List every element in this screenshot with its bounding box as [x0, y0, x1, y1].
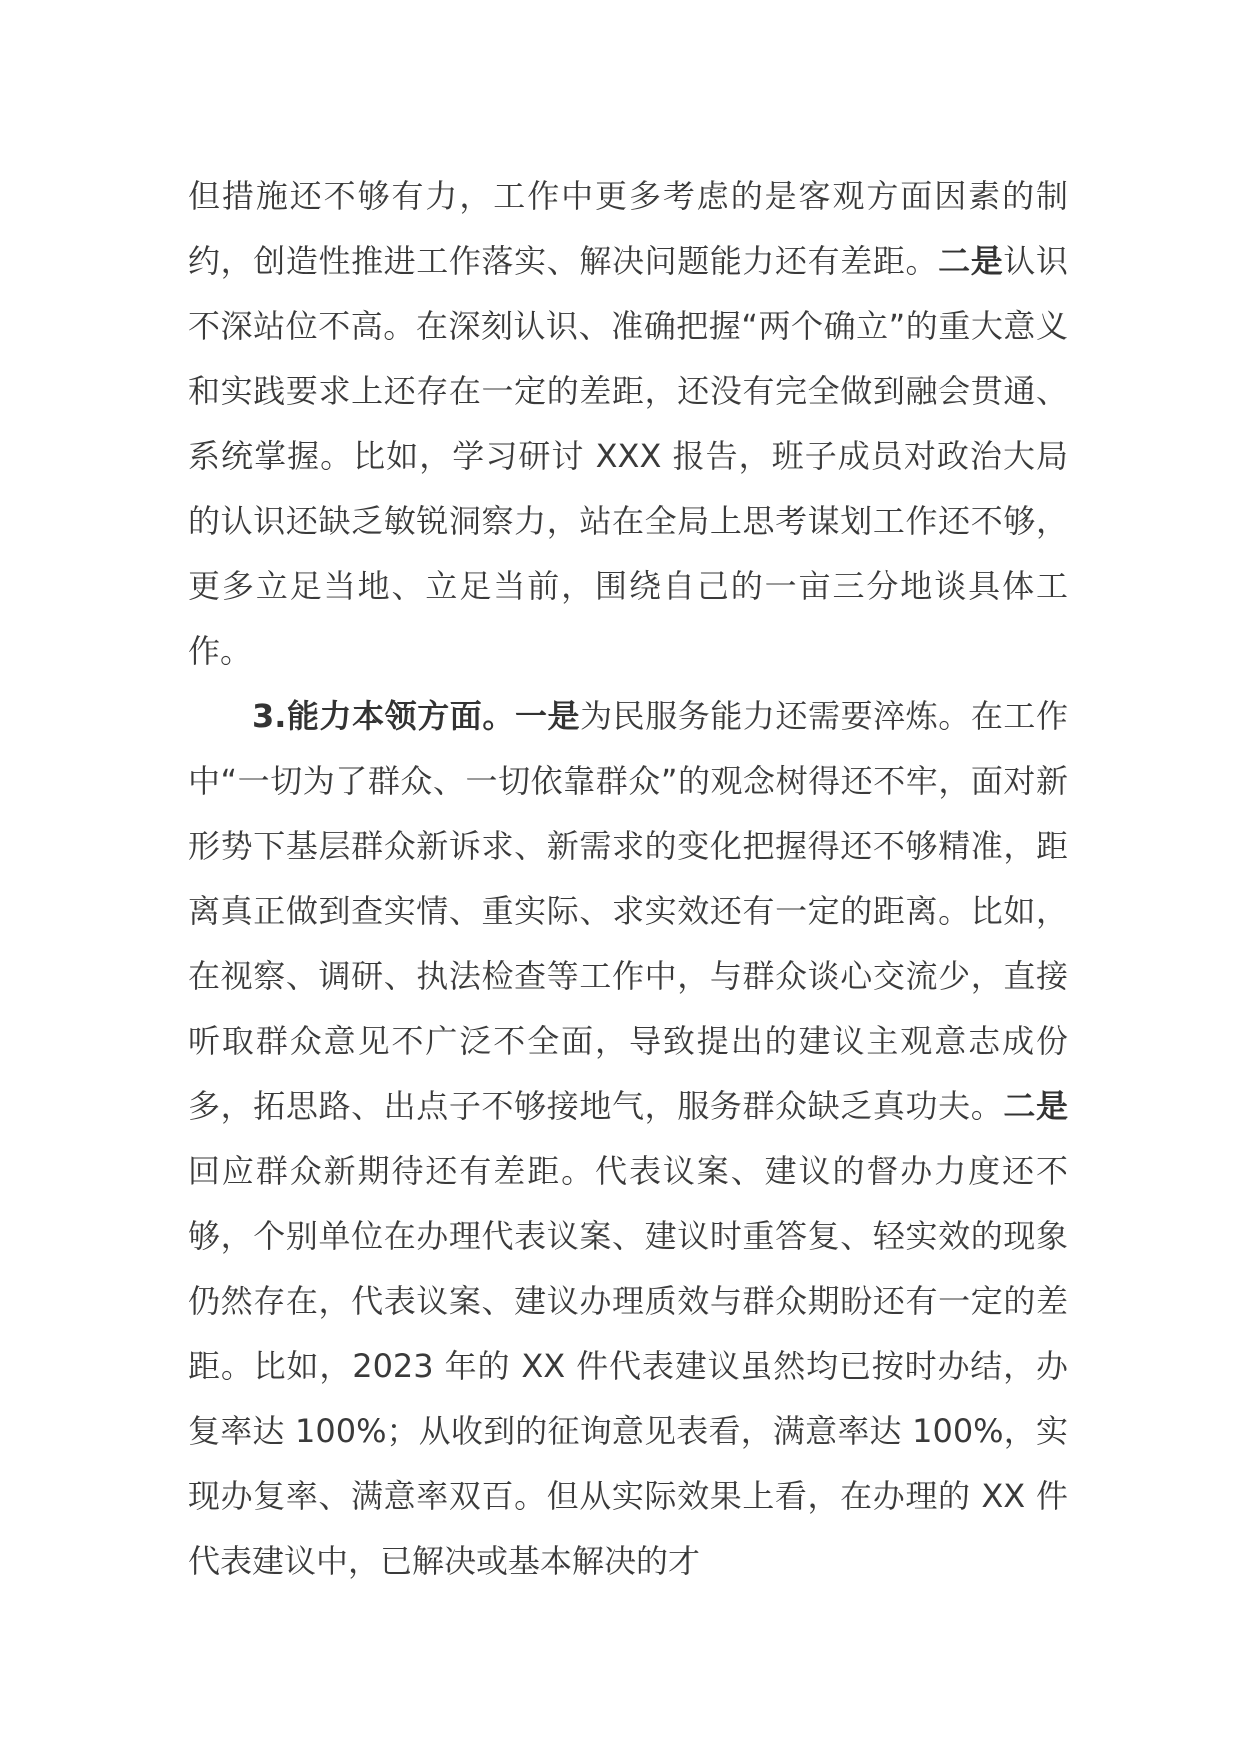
- bold-marker-second: 二是: [1003, 1087, 1068, 1125]
- bold-marker-first: 一是: [514, 697, 581, 735]
- bold-marker-second: 二是: [938, 242, 1004, 280]
- paragraph-ability: [188, 684, 1068, 1594]
- document-body: [188, 164, 1068, 1594]
- paragraph-political-stance: [188, 164, 1068, 684]
- paragraph-text: 但措施还不够有力，工作中更多考虑的是客观方面因素的制约，创造性推进工作落实、解决问题能力还有差距。: [188, 177, 1068, 280]
- section-heading: 3.能力本领方面。: [252, 697, 515, 735]
- paragraph-text: 回应群众新期待还有差距。代表议案、建议的督办力度还不够，个别单位在办理代表议案、建议时重答复、轻实效的现象仍然存在，代表议案、建议办理质效与群众期盼还有一定的差距。比如，2023 年的 XX 件代表建议虽然均已按时办结，办复率达 100%；从收到的征询意见表看，满意率达 100%，实现办复率、满意率双百。但从实际效果上看，在办理的 XX 件代表建议中，已解决或基本解决的才: [188, 1152, 1068, 1580]
- paragraph-text: 为民服务能力还需要淬炼。在工作中“一切为了群众、一切依靠群众”的观念树得还不牢，面对新形势下基层群众新诉求、新需求的变化把握得还不够精准，距离真正做到查实情、重实际、求实效还有一定的距离。比如，在视察、调研、执法检查等工作中，与群众谈心交流少，直接听取群众意见不广泛不全面，导致提出的建议主观意志成份多，拓思路、出点子不够接地气，服务群众缺乏真功夫。: [188, 697, 1068, 1125]
- paragraph-text: 认识不深站位不高。在深刻认识、准确把握“两个确立”的重大意义和实践要求上还存在一定的差距，还没有完全做到融会贯通、系统掌握。比如，学习研讨 XXX 报告，班子成员对政治大局的认识还缺乏敏锐洞察力，站在全局上思考谋划工作还不够，更多立足当地、立足当前，围绕自己的一亩三分地谈具体工作。: [188, 242, 1068, 670]
